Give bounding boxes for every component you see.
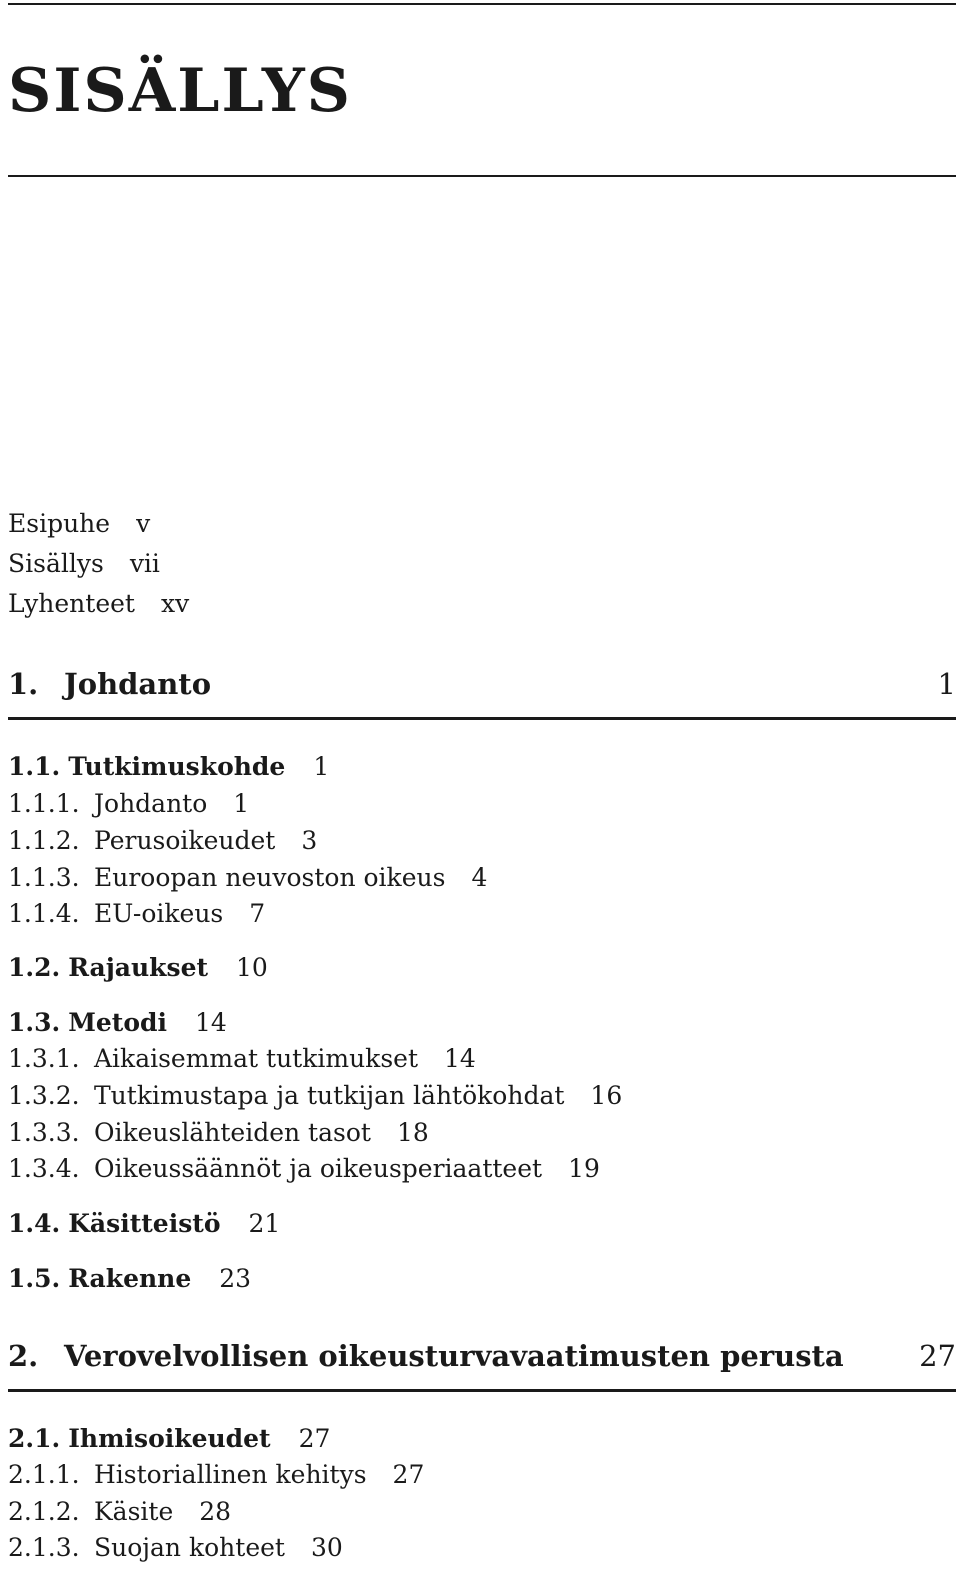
toc-section[interactable]	[8, 952, 268, 984]
subsection-number: 1.3.4.	[8, 1154, 80, 1183]
chapter-number: 1.	[8, 667, 39, 701]
subsection-title: Tutkimustapa ja tutkijan lähtökohdat	[94, 1081, 565, 1110]
subsection-number: 1.1.1.	[8, 789, 80, 818]
toc-page-number: 21	[248, 1209, 281, 1238]
section-number: 1.4.	[8, 1209, 61, 1238]
subsection-title: Perusoikeudet	[94, 826, 276, 855]
subsection-title: Historiallinen kehitys	[94, 1460, 367, 1489]
toc-front-label: Esipuhe	[8, 509, 111, 538]
chapter-title: Johdanto	[64, 667, 212, 701]
subsection-title: Käsite	[94, 1497, 174, 1526]
section-title: Tutkimuskohde	[68, 752, 286, 781]
toc-page-number: 19	[568, 1154, 600, 1183]
toc-section[interactable]	[8, 1007, 227, 1039]
section-number: 2.1.	[8, 1424, 61, 1453]
toc-section[interactable]	[8, 1263, 251, 1295]
section-title: Rakenne	[68, 1264, 192, 1293]
toc-page-number: vii	[129, 549, 160, 578]
toc-page-number: 30	[310, 1533, 343, 1562]
toc-section[interactable]	[8, 1208, 280, 1240]
chapter-rule	[8, 717, 956, 720]
toc-page-number: 27	[298, 1424, 331, 1453]
subsection-title: Oikeuslähteiden tasot	[94, 1118, 371, 1147]
toc-front-item[interactable]	[8, 588, 189, 620]
section-number: 1.2.	[8, 953, 61, 982]
subsection-number: 1.1.3.	[8, 863, 80, 892]
toc-front-label: Lyhenteet	[8, 589, 135, 618]
subsection-number: 1.3.3.	[8, 1118, 80, 1147]
subsection-title: EU-oikeus	[94, 899, 224, 928]
chapter-title: Verovelvollisen oikeusturvavaatimusten perusta	[64, 1339, 844, 1373]
toc-chapter-heading[interactable]	[8, 666, 956, 702]
toc-page-number: v	[136, 509, 151, 538]
toc-page-number: 10	[236, 953, 268, 982]
section-title: Metodi	[68, 1008, 167, 1037]
toc-subsection[interactable]	[8, 898, 265, 930]
subsection-number: 1.3.1.	[8, 1044, 80, 1073]
toc-page-number: 18	[396, 1118, 429, 1147]
subsection-number: 1.3.2.	[8, 1081, 80, 1110]
section-title: Rajaukset	[68, 953, 209, 982]
subsection-title: Oikeussäännöt ja oikeusperiaatteet	[94, 1154, 543, 1183]
page-title: SISÄLLYS	[8, 56, 352, 126]
top-rule	[8, 3, 956, 5]
toc-subsection[interactable]	[8, 1043, 476, 1075]
toc-front-label: Sisällys	[8, 549, 104, 578]
chapter-page-number: 27	[919, 1339, 956, 1373]
chapter-page-number: 1	[937, 667, 956, 701]
toc-page-number: 4	[471, 863, 488, 892]
toc-chapter-heading[interactable]	[8, 1338, 956, 1374]
toc-subsection[interactable]	[8, 825, 317, 857]
toc-page-number: 7	[249, 899, 266, 928]
toc-subsection[interactable]	[8, 1080, 622, 1112]
toc-subsection[interactable]	[8, 1153, 600, 1185]
toc-section[interactable]	[8, 751, 329, 783]
subsection-number: 1.1.4.	[8, 899, 80, 928]
toc-page-number: 23	[219, 1264, 252, 1293]
subsection-title: Euroopan neuvoston oikeus	[94, 863, 446, 892]
toc-section[interactable]	[8, 1423, 330, 1455]
toc-page-number: 27	[392, 1460, 425, 1489]
section-title: Käsitteistö	[68, 1209, 221, 1238]
toc-front-item[interactable]	[8, 548, 160, 580]
section-number: 1.3.	[8, 1008, 61, 1037]
toc-page-number: 1	[313, 752, 330, 781]
toc-page-number: 14	[444, 1044, 476, 1073]
section-number: 1.5.	[8, 1264, 61, 1293]
subsection-number: 2.1.2.	[8, 1497, 80, 1526]
toc-subsection[interactable]	[8, 1117, 429, 1149]
toc-page-number: 1	[233, 789, 250, 818]
subsection-title: Aikaisemmat tutkimukset	[94, 1044, 418, 1073]
title-rule	[8, 175, 956, 177]
subsection-title: Suojan kohteet	[94, 1533, 285, 1562]
toc-front-item[interactable]	[8, 508, 150, 540]
toc-subsection[interactable]	[8, 862, 487, 894]
subsection-number: 2.1.3.	[8, 1533, 80, 1562]
toc-page-number: 3	[301, 826, 318, 855]
chapter-rule	[8, 1389, 956, 1392]
section-title: Ihmisoikeudet	[68, 1424, 271, 1453]
toc-page-number: 16	[590, 1081, 623, 1110]
toc-page-number: 28	[199, 1497, 232, 1526]
subsection-title: Johdanto	[94, 789, 208, 818]
toc-subsection[interactable]	[8, 1459, 424, 1491]
chapter-number: 2.	[8, 1339, 39, 1373]
subsection-number: 1.1.2.	[8, 826, 80, 855]
toc-subsection[interactable]	[8, 788, 249, 820]
subsection-number: 2.1.1.	[8, 1460, 80, 1489]
toc-subsection[interactable]	[8, 1532, 343, 1564]
toc-subsection[interactable]	[8, 1496, 231, 1528]
toc-page-number: 14	[194, 1008, 227, 1037]
toc-page-number: xv	[160, 589, 190, 618]
section-number: 1.1.	[8, 752, 61, 781]
